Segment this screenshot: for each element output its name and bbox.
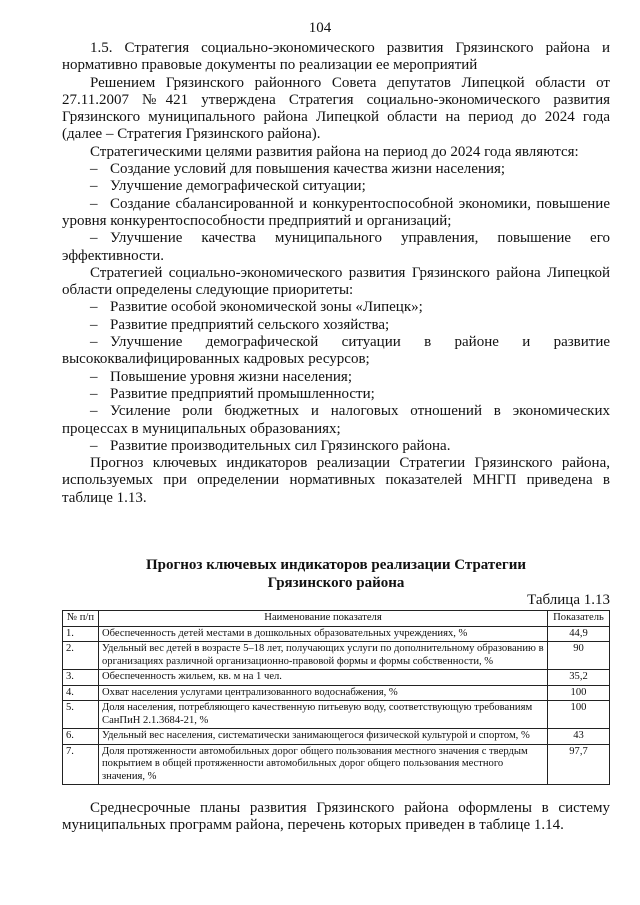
priorities-text: Развитие производительных сил Грязинского района. [110,437,451,454]
row-value: 44,9 [548,626,610,642]
row-value: 100 [548,685,610,701]
row-name: Доля протяженности автомобильных дорог общего пользования местного значения с твердым покрытием в общей протяженности автомобильных дорог общего пользования местного значения, % [99,744,548,785]
priorities-intro: Стратегией социально-экономического развития Грязинского района Липецкой области определены следующие приоритеты: [62,264,610,299]
priorities-list [62,299,610,455]
row-name: Удельный вес детей в возрасте 5–18 лет, получающих услуги по дополнительному образованию в организациях различной организационно-правовой формы и формы собственности, % [99,642,548,670]
row-name: Обеспеченность детей местами в дошкольных образовательных учреждениях, % [99,626,548,642]
row-value: 43 [548,729,610,745]
row-number: 2. [63,642,99,670]
row-value: 35,2 [548,670,610,686]
page-body [62,40,610,507]
row-number: 5. [63,701,99,729]
priorities-text: Повышение уровня жизни населения; [110,368,352,385]
goals-list [62,161,610,265]
closing-paragraph-block [62,800,610,835]
goals-item [62,196,610,231]
table-title [62,556,610,592]
header-name: Наименование показателя [99,611,548,627]
dash-marker: – [90,316,98,333]
priorities-item [62,386,610,403]
row-name: Доля населения, потребляющего качественную питьевую воду, соответствующую требованиям СанПиН 2.1.3684-21, % [99,701,548,729]
table-row [63,626,610,642]
row-number: 7. [63,744,99,785]
header-number: № п/п [63,611,99,627]
priorities-item [62,299,610,316]
goals-text: Создание сбалансированной и конкурентоспособной экономики, повышение уровня конкурентоспособности предприятий и организаций; [62,195,610,229]
table-row [63,685,610,701]
dash-marker: – [90,368,98,385]
row-name: Удельный вес населения, систематически занимающегося физической культурой и спортом, % [99,729,548,745]
intro-paragraph: Решением Грязинского районного Совета депутатов Липецкой области от 27.11.2007 №421 утверждена Стратегия социально-экономического развития Грязинского муниципального района Липецкой области на период до 2024 года (далее – Стратегия Грязинского района). [62,74,610,143]
priorities-item [62,369,610,386]
table-title-line: Прогноз ключевых индикаторов реализации Стратегии [145,557,527,573]
row-number: 4. [63,685,99,701]
table-row [63,670,610,686]
goals-text: Улучшение качества муниципального управления, повышение его эффективности. [62,230,610,264]
row-number: 1. [63,626,99,642]
forecast-paragraph: Прогноз ключевых индикаторов реализации Стратегии Грязинского района, используемых при определении нормативных показателей МНГП приведена в таблице 1.13. [62,455,610,506]
priorities-item [62,317,610,334]
priorities-text: Развитие особой экономической зоны «Липецк»; [110,299,423,316]
row-value: 97,7 [548,744,610,785]
dash-marker: – [90,178,98,195]
priorities-item [62,438,610,455]
table-body [63,626,610,785]
goals-text: Создание условий для повышения качества жизни населения; [110,161,506,178]
goals-text: Улучшение демографической ситуации; [110,178,366,195]
dash-marker: – [90,437,98,454]
dash-marker: – [90,403,98,420]
dash-marker: – [90,299,98,316]
goals-item [62,178,610,195]
row-name: Охват населения услугами централизованного водоснабжения, % [99,685,548,701]
closing-paragraph: Среднесрочные планы развития Грязинского района оформлены в систему муниципальных программ района, перечень которых приведен в таблице 1.14. [62,800,610,834]
section-heading: 1.5. Стратегия социально-экономического развития Грязинского района и нормативно правовые документы по реализации ее мероприятий [62,40,610,74]
priorities-item [62,334,610,369]
priorities-text: Улучшение демографической ситуации в районе и развитие высококвалифицированных кадровых ресурсов; [62,334,610,368]
table-row [63,701,610,729]
indicators-table [62,610,610,785]
dash-marker: – [90,334,98,351]
table-header-row [63,611,610,627]
table-row [63,744,610,785]
dash-marker: – [90,161,98,178]
dash-marker: – [90,195,98,212]
goals-intro: Стратегическими целями развития района на период до 2024 года являются: [90,143,579,160]
dash-marker: – [90,385,98,402]
table-row [63,729,610,745]
table-caption: Таблица 1.13 [527,592,610,608]
priorities-text: Усиление роли бюджетных и налоговых отношений в экономических процессах в муниципальных образованиях; [62,403,610,437]
header-value: Показатель [548,611,610,627]
priorities-item [62,403,610,438]
row-value: 90 [548,642,610,670]
priorities-text: Развитие предприятий сельского хозяйства; [110,316,390,333]
dash-marker: – [90,230,98,247]
row-name: Обеспеченность жильем, кв. м на 1 чел. [99,670,548,686]
row-number: 3. [63,670,99,686]
row-number: 6. [63,729,99,745]
priorities-text: Развитие предприятий промышленности; [110,385,375,402]
table-row [63,642,610,670]
table-title-line: Грязинского района [267,575,405,591]
row-value: 100 [548,701,610,729]
page-number: 104 [308,20,332,36]
goals-item [62,230,610,265]
goals-item [62,161,610,178]
